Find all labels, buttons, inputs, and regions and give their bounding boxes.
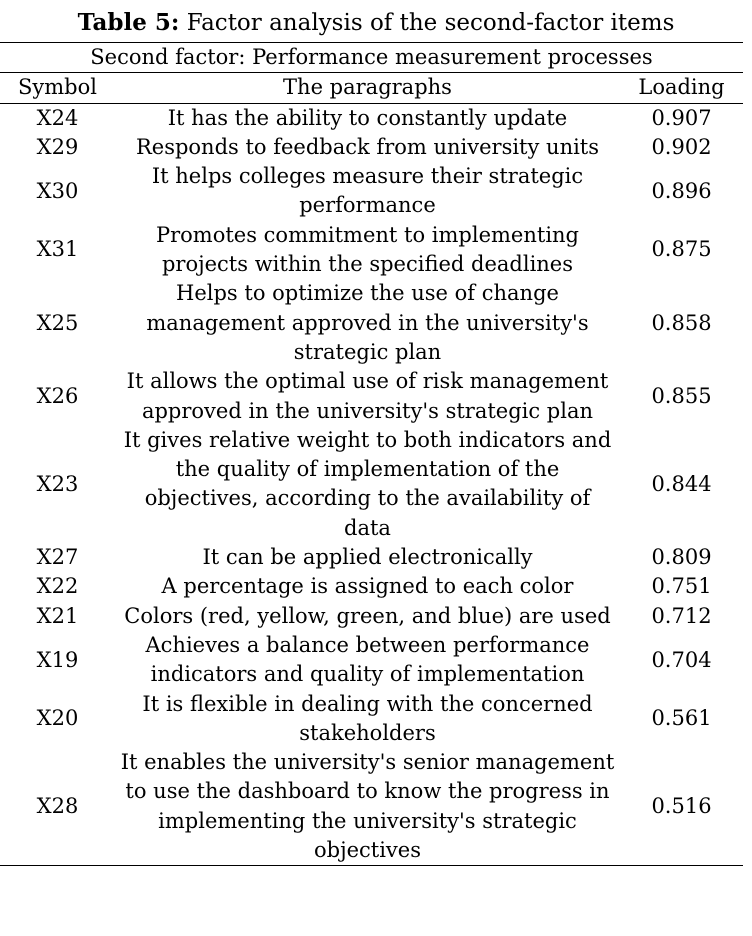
table-row [0, 133, 743, 162]
cell-paragraph: It gives relative weight to both indicators and the quality of implementation of the objectives, according to the availability of data [123, 427, 612, 540]
table-row [0, 690, 743, 749]
cell-loading: 0.858 [651, 310, 712, 335]
cell-paragraph: Responds to feedback from university units [135, 134, 600, 159]
cell-symbol: X28 [0, 748, 115, 866]
cell-symbol: X24 [36, 105, 79, 130]
cell-paragraph: It can be applied electronically [202, 545, 533, 570]
cell-loading: 0.809 [651, 545, 712, 570]
table-row [0, 103, 743, 133]
cell-loading: 0.712 [651, 603, 712, 628]
cell-symbol: X26 [36, 383, 79, 408]
table-caption-label: Table 5: [77, 9, 180, 36]
cell-paragraph: Promotes commitment to implementing projects within the specified deadlines [155, 222, 579, 277]
cell-paragraph: It helps colleges measure their strategic performance [151, 164, 584, 218]
cell-paragraph: A percentage is assigned to each color [161, 574, 574, 599]
cell-loading: 0.896 [651, 178, 712, 203]
header-loading: Loading [620, 73, 743, 103]
cell-symbol: X20 [36, 706, 79, 731]
table-row [0, 279, 743, 367]
cell-symbol: X31 [36, 237, 79, 262]
cell-symbol: X19 [36, 647, 79, 672]
cell-paragraph: It is flexible in dealing with the concerned stakeholders [142, 691, 593, 745]
table-row [0, 631, 743, 690]
cell-symbol: X29 [36, 134, 79, 159]
cell-symbol: X23 [36, 471, 79, 496]
cell-paragraph: It allows the optimal use of risk management approved in the university's strategic plan [126, 369, 609, 423]
table-row [0, 221, 743, 280]
table-row [0, 367, 743, 426]
cell-loading: 0.751 [651, 574, 712, 599]
table-caption [0, 8, 752, 38]
cell-paragraph: Helps to optimize the use of change management approved in the university's strategic plan [146, 281, 589, 364]
header-symbol: Symbol [0, 73, 115, 103]
cell-symbol: X21 [36, 603, 79, 628]
table-row [0, 162, 743, 221]
header-paragraphs: The paragraphs [115, 73, 620, 103]
table-body [0, 43, 743, 866]
cell-symbol: X22 [36, 574, 79, 599]
table-row [0, 602, 743, 631]
cell-loading: 0.855 [651, 383, 712, 408]
cell-paragraph: Colors (red, yellow, green, and blue) are used [124, 603, 611, 628]
cell-loading: 0.907 [651, 105, 712, 130]
cell-symbol: X25 [36, 310, 79, 335]
cell-loading: 0.902 [651, 134, 712, 159]
cell-loading: 0.875 [651, 237, 712, 262]
table-caption-text: Factor analysis of the second-factor items [179, 10, 675, 36]
table-subtitle: Second factor: Performance measurement processes [0, 43, 743, 73]
table-row [0, 572, 743, 601]
cell-loading: 0.844 [651, 471, 712, 496]
cell-loading: 0.704 [651, 647, 712, 672]
table-row [0, 426, 743, 543]
table-row [0, 748, 743, 866]
cell-paragraph: Achieves a balance between performance indicators and quality of implementation [145, 632, 590, 687]
cell-symbol: X27 [36, 545, 79, 570]
table-subtitle-row [0, 43, 743, 73]
table-row [0, 543, 743, 572]
factor-analysis-table [0, 42, 743, 866]
cell-paragraph: It has the ability to constantly update [167, 105, 568, 130]
cell-loading: 0.561 [651, 706, 712, 731]
cell-symbol: X30 [36, 178, 79, 203]
table-header-row [0, 73, 743, 103]
cell-paragraph: It enables the university's senior management to use the dashboard to know the progress in implementing the university's strategic objectives [115, 748, 620, 866]
cell-loading: 0.516 [620, 748, 743, 866]
